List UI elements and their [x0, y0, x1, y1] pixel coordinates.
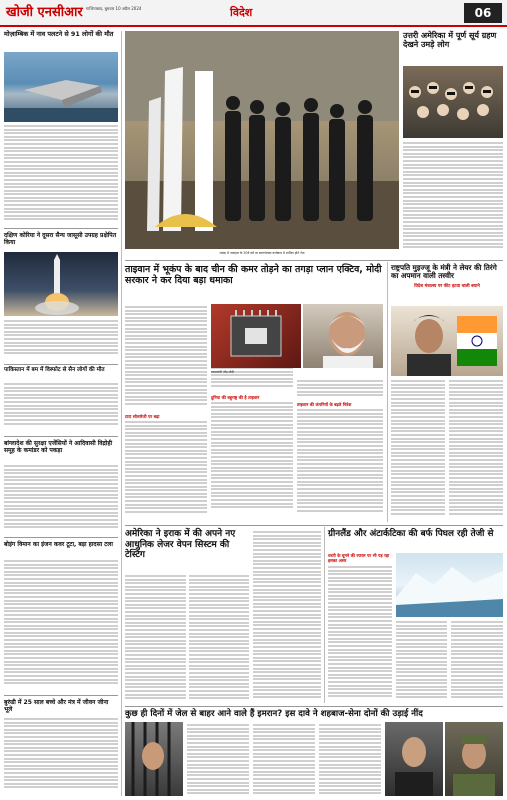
story-body-text	[125, 575, 186, 703]
dateline: गाजियाबाद, बुधवार 10 अप्रैल 2024	[86, 6, 142, 11]
newspaper-brand: खोजी एनसीआर	[6, 5, 83, 20]
imran-photo	[125, 722, 183, 796]
story-body-text	[403, 142, 503, 256]
divider	[4, 695, 118, 696]
divider	[125, 525, 503, 526]
story-body-text	[4, 320, 118, 360]
rocket-launch-photo	[4, 252, 118, 316]
chip-flag-photo	[211, 304, 301, 368]
divider	[4, 537, 118, 538]
story-headline: बुरुंडी में 25 साल बच्चे और मंत्र में जीवन जीना भूले	[4, 699, 109, 713]
story-body-text	[449, 380, 503, 520]
story-body-text	[319, 724, 381, 796]
subheading: धरती के घूमने की रफ्तार पर भी पड़ रहा इसका असर	[328, 553, 390, 563]
story-headline: बांग्लादेश की सुरक्षा एजेंसियों ने आदिवासी विद्रोही समूह के कमांडर को पकड़ा	[4, 440, 113, 454]
story-headline: अमेरिका ने इराक में की अपने नए आधुनिक लेजर वेपन सिस्टम की टेस्टिंग	[125, 529, 236, 561]
ceremony-photo	[125, 31, 399, 249]
story-body-text	[328, 566, 392, 703]
divider	[4, 228, 118, 229]
eclipse-crowd-photo	[403, 66, 503, 138]
divider	[125, 706, 503, 707]
photo-caption: प्रधानमंत्री नरेंद्र मोदी	[211, 370, 234, 374]
army-chief-photo	[445, 722, 503, 796]
minister-photo	[391, 306, 503, 376]
divider	[125, 260, 503, 261]
modi-photo	[303, 304, 383, 368]
column-divider	[324, 527, 325, 703]
boat-photo	[4, 52, 118, 122]
story-headline: मोज़ाम्बिक में नाव पलटने से 91 लोगों की मौत	[4, 30, 114, 38]
story-body-text	[391, 380, 445, 520]
story-body-text	[211, 402, 293, 520]
story-body-text	[4, 560, 118, 692]
story-body-text	[125, 306, 207, 414]
photo-caption: रवांडा में नरसंहार के 30वें वर्ष पर स्मरणोत्सव कार्यक्रम में शामिल होते नेता	[219, 251, 305, 255]
story-body-text	[451, 621, 503, 703]
story-headline: बोइंग विमान का इंजन कवर टूटा, बड़ा हादसा टला	[4, 541, 113, 548]
left-column	[4, 31, 118, 38]
story-headline: ग्रीनलैंड और अंटार्कटिका की बर्फ पिघल रही तेजी से	[328, 529, 494, 539]
story-body-text	[253, 724, 315, 796]
column-divider	[387, 262, 388, 522]
story-body-text	[189, 575, 249, 703]
masthead	[0, 0, 507, 27]
story-headline: पाकिस्तान में बम में विस्फोट से सैन लोगों की मौत	[4, 367, 105, 373]
divider	[4, 364, 118, 365]
subheading: टाटा सोलारेजी पर बढ़ा	[125, 414, 160, 419]
story-body-text	[187, 724, 249, 796]
divider	[4, 436, 118, 437]
column-divider	[121, 31, 122, 796]
story-body-text	[125, 421, 207, 521]
story-headline: कुछ ही दिनों में जेल से बाहर आने वाले हैं इमरान? इस दावे ने शहबाज-सेना दोनों की उड़ाई नींद	[125, 709, 423, 719]
story-body-text	[4, 718, 118, 796]
story-body-text	[253, 531, 321, 703]
story-body-text	[297, 409, 383, 519]
shehbaz-photo	[385, 722, 443, 796]
story-headline: दक्षिण कोरिया ने दूसरा सैन्य जासूसी उपग्रह प्रक्षेपित किया	[4, 232, 117, 246]
story-body-text	[4, 125, 118, 225]
story-body-text	[297, 380, 383, 400]
story-body-text	[396, 621, 447, 703]
subheading: विदेश मंत्रालय पर फीट हटवा चाली बयाने	[414, 283, 480, 289]
lead-headline: ताइवान में भूकंप के बाद चीन की कमर तोड़ने का तगड़ा प्लान एक्टिव, मोदी सरकार ने कर दिया बड़ा धमाका	[125, 264, 382, 286]
subheading: ताइवान की कंपनियों के बढ़ते निवेश	[297, 402, 352, 407]
page-number: 06	[464, 3, 502, 23]
section-title: विदेश	[230, 6, 253, 19]
subheading: दुनिया की बहुराष्ट्र की है ताइवान	[211, 395, 260, 400]
story-headline: उत्तरी अमेरिका में पूर्ण सूर्य ग्रहण देखने उमड़े लोग	[403, 31, 497, 50]
story-body-text	[4, 383, 118, 433]
story-body-text	[4, 465, 118, 535]
glacier-photo	[396, 553, 503, 617]
story-headline: राष्ट्रपति मुइज्जू के मंत्री ने लेयर की तिरंगे का अपमान वाली तस्वीर	[391, 263, 497, 281]
